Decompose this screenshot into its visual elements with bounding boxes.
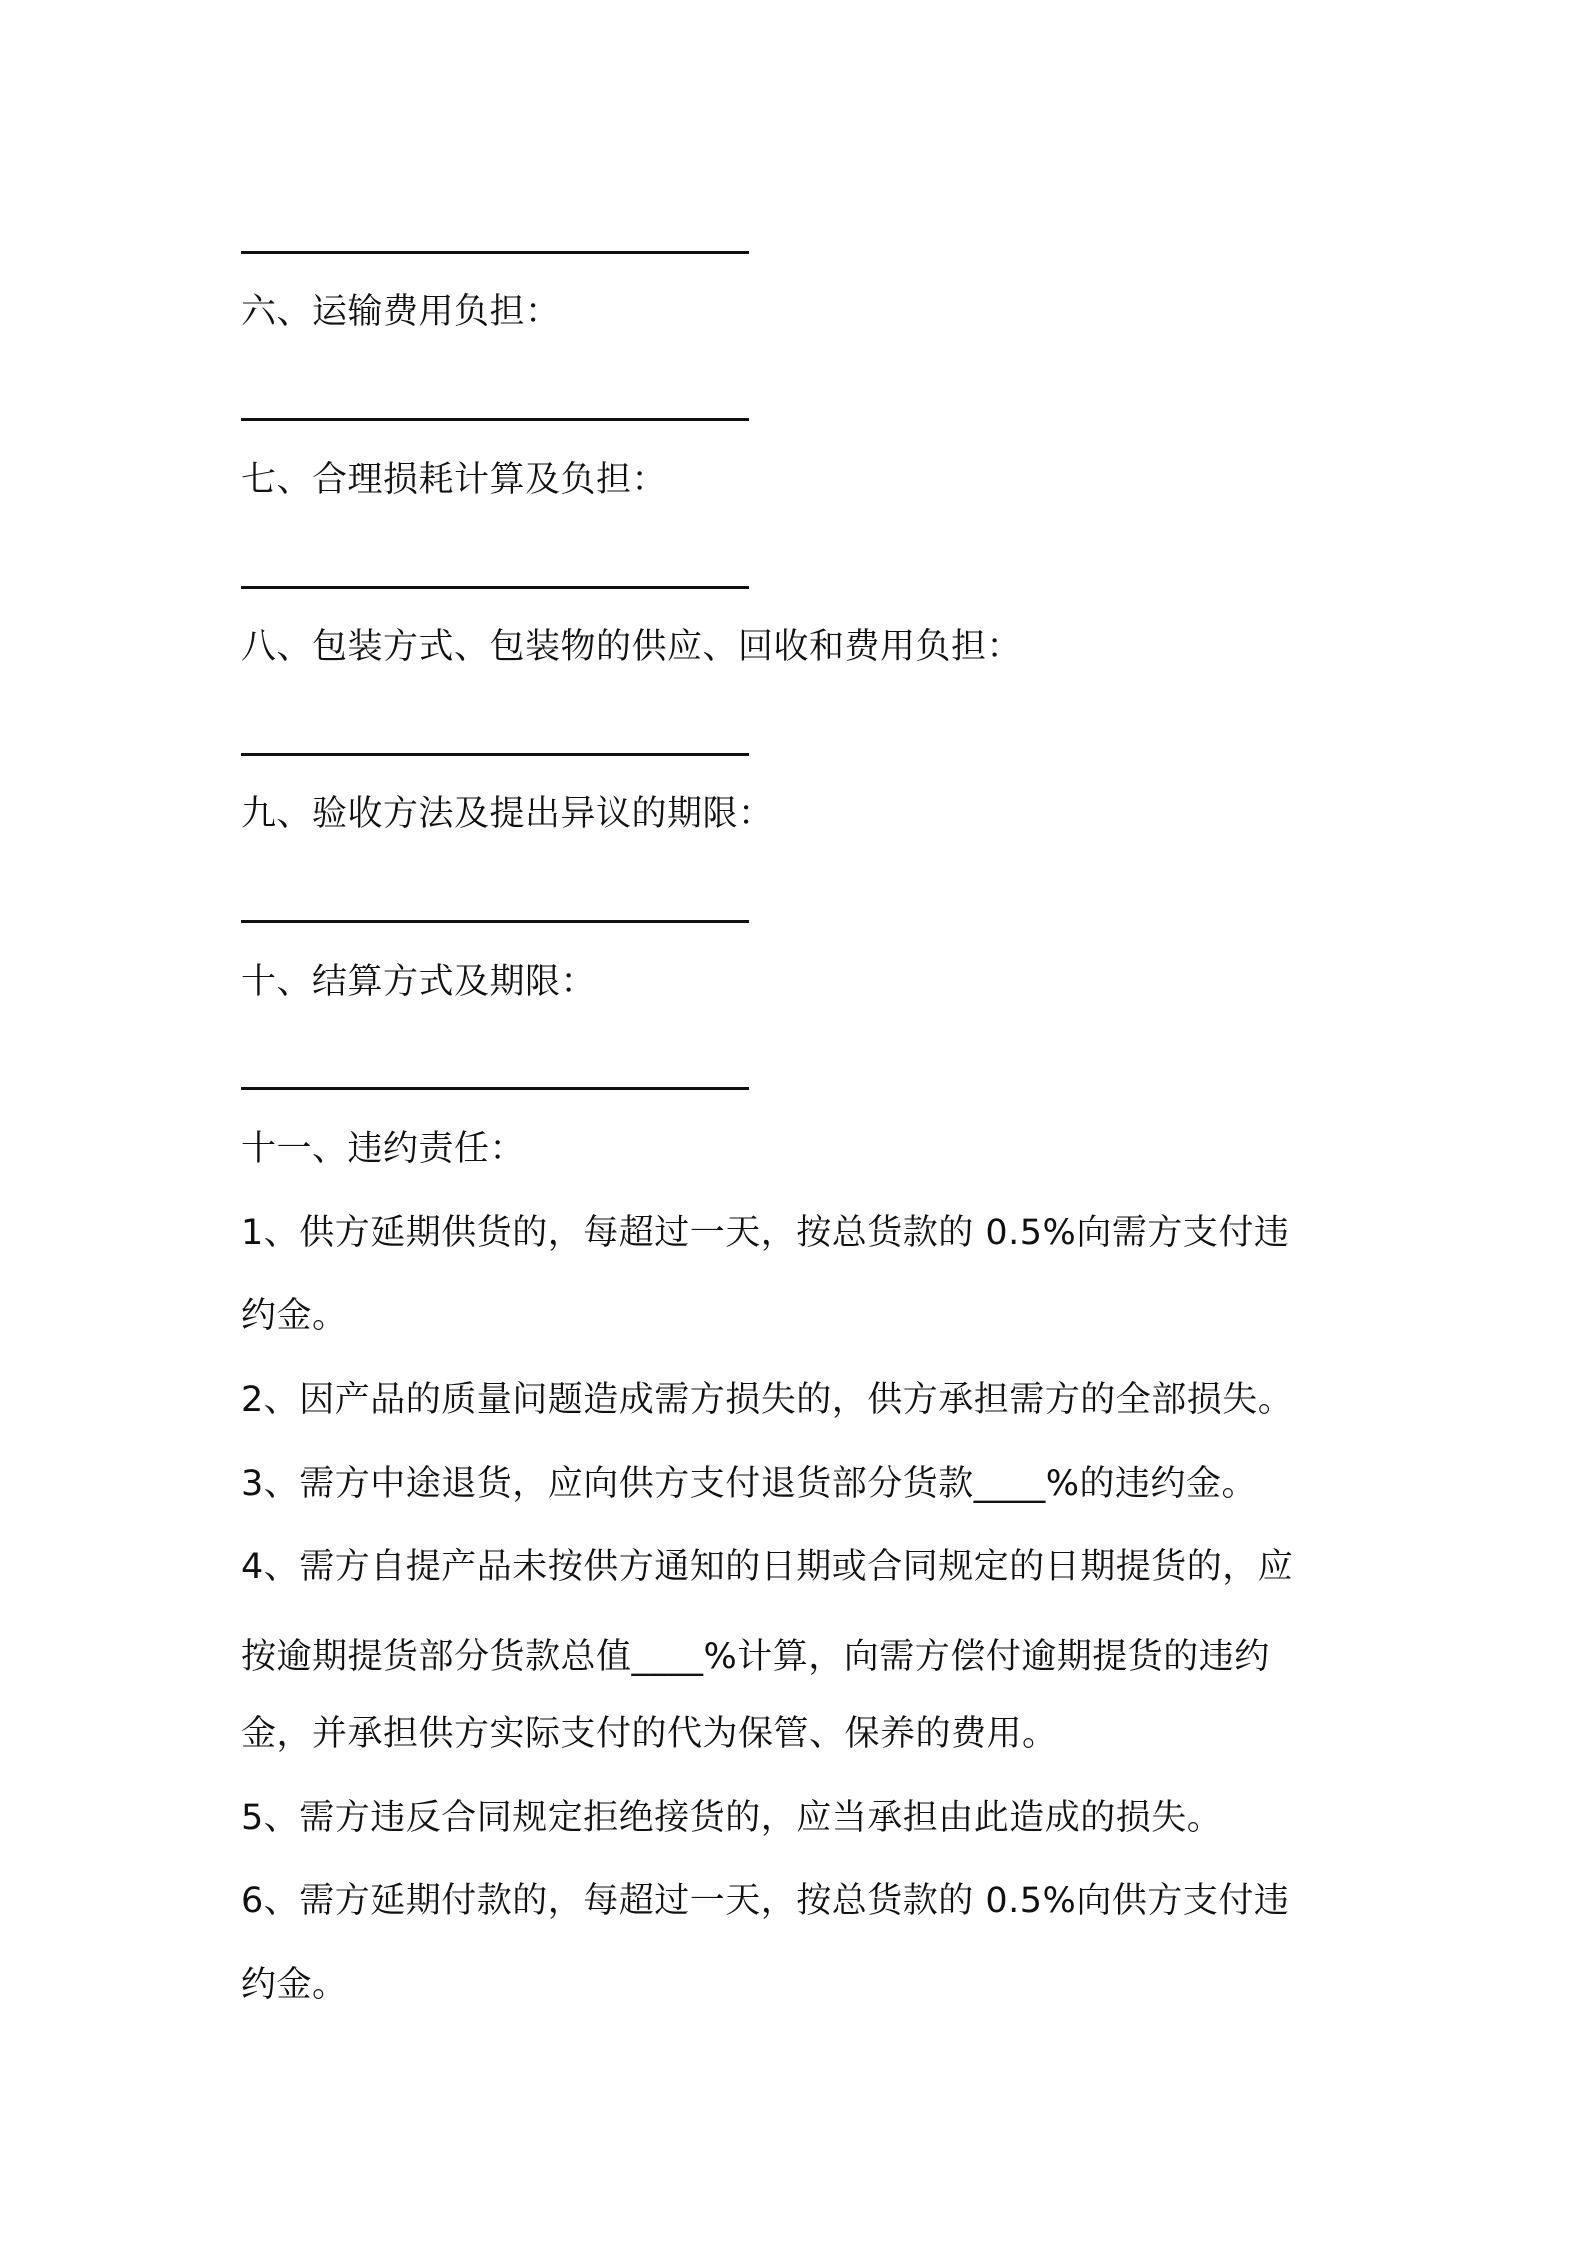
clause-4-line-3: 金，并承担供方实际支付的代为保管、保养的费用。 xyxy=(241,1714,1058,1754)
clause-4-line-2: 按逾期提货部分货款总值____%计算，向需方偿付逾期提货的违约 xyxy=(241,1637,1270,1677)
clause-1-line-1: 1、供方延期供货的，每超过一天，按总货款的 0.5%向需方支付违 xyxy=(241,1213,1290,1253)
clause-2: 2、因产品的质量问题造成需方损失的，供方承担需方的全部损失。 xyxy=(241,1380,1294,1420)
section-10-heading: 十、结算方式及期限： xyxy=(241,962,597,1002)
section-11-heading: 十一、违约责任： xyxy=(241,1129,526,1169)
section-7-heading: 七、合理损耗计算及负担： xyxy=(241,460,668,500)
clause-6-line-2: 约金。 xyxy=(241,1965,348,2005)
blank-line-6 xyxy=(241,418,749,421)
blank-line-5 xyxy=(241,251,749,254)
blank-line-10 xyxy=(241,1087,749,1090)
blank-line-8 xyxy=(241,753,749,756)
clause-1-line-2: 约金。 xyxy=(241,1296,348,1336)
blank-line-9 xyxy=(241,920,749,923)
clause-6-line-1: 6、需方延期付款的，每超过一天，按总货款的 0.5%向供方支付违 xyxy=(241,1881,1290,1921)
clause-4-line-1: 4、需方自提产品未按供方通知的日期或合同规定的日期提货的，应 xyxy=(241,1547,1294,1587)
clause-5: 5、需方违反合同规定拒绝接货的，应当承担由此造成的损失。 xyxy=(241,1798,1223,1838)
blank-line-7 xyxy=(241,586,749,589)
section-8-heading: 八、包装方式、包装物的供应、回收和费用负担： xyxy=(241,627,1023,667)
clause-3: 3、需方中途退货，应向供方支付退货部分货款____%的违约金。 xyxy=(241,1464,1258,1504)
section-6-heading: 六、运输费用负担： xyxy=(241,292,561,332)
section-9-heading: 九、验收方法及提出异议的期限： xyxy=(241,794,774,834)
